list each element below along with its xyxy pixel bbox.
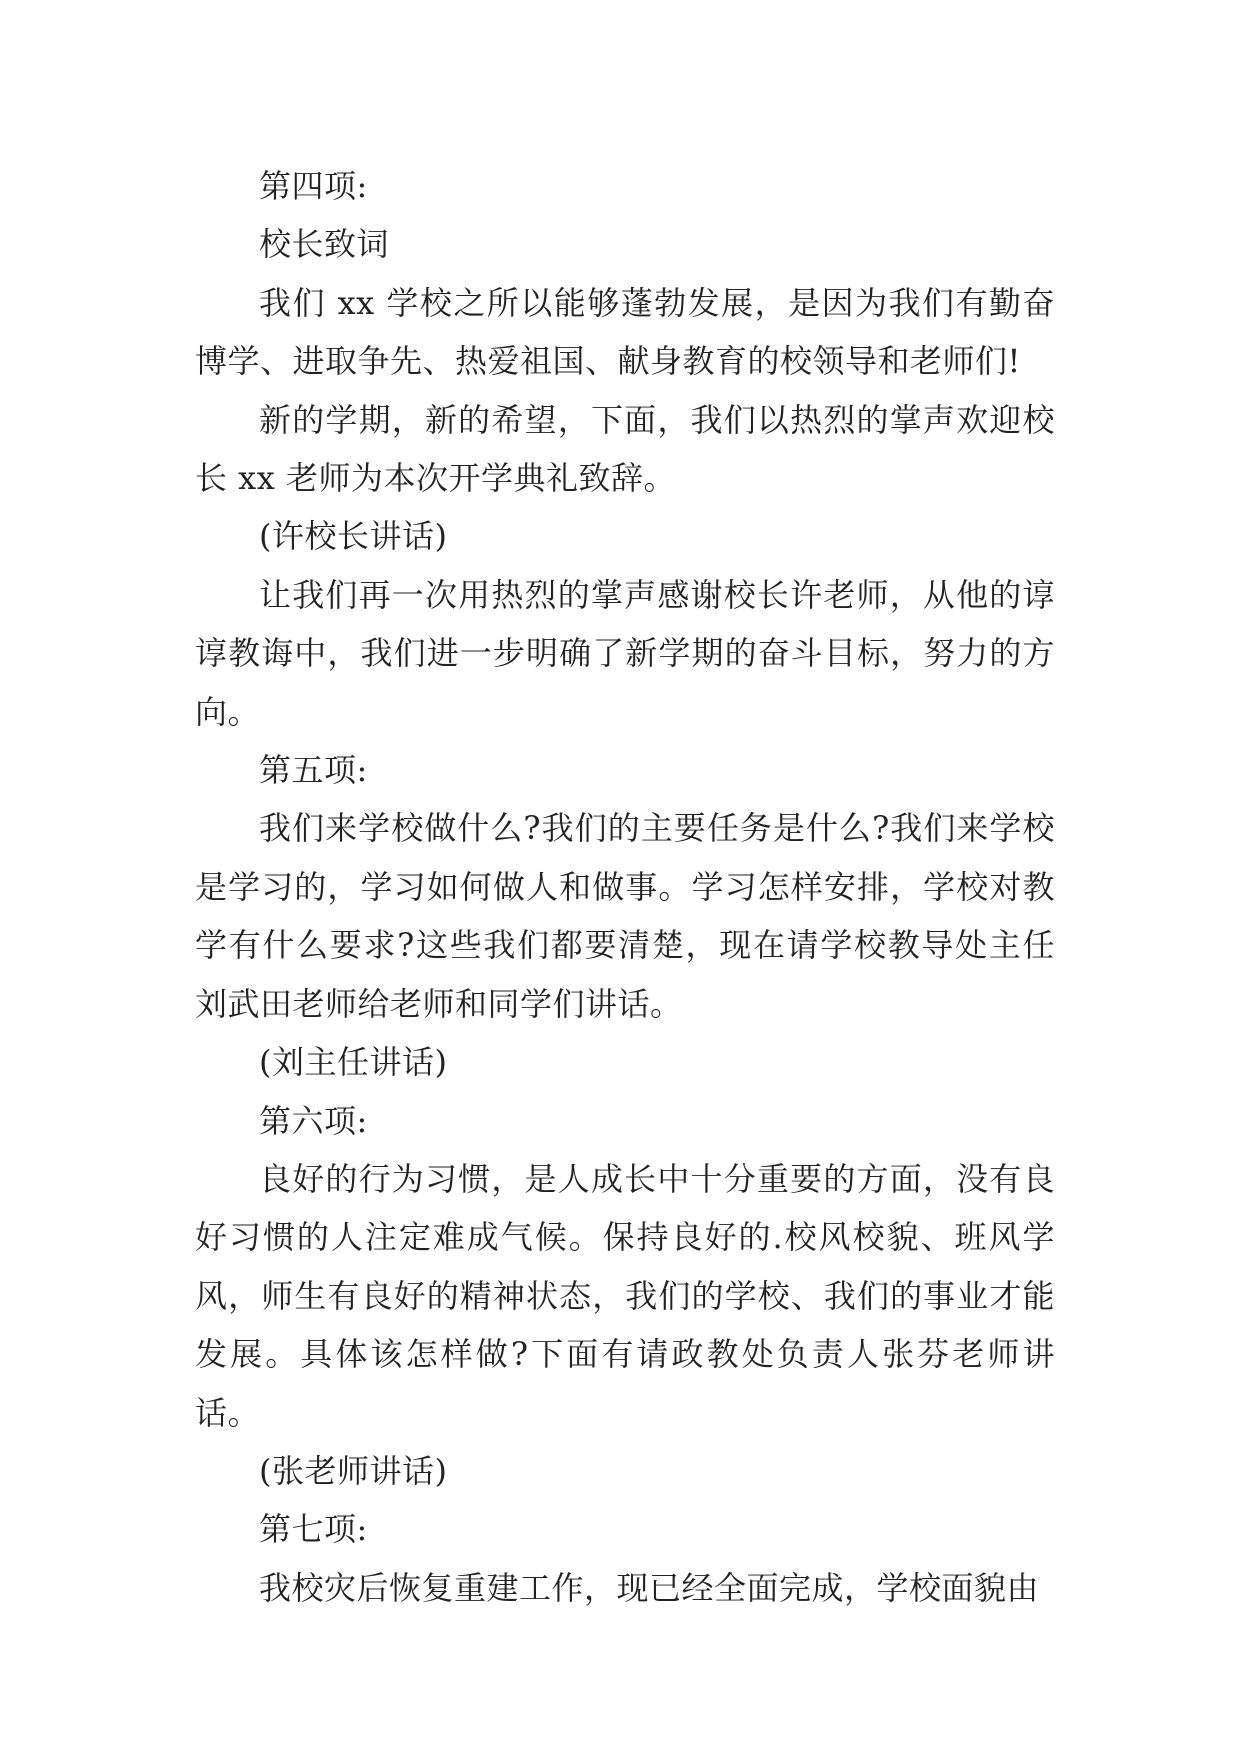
section-title-principal-speech: 校长致词 [259, 225, 390, 264]
paragraph: 良好的行为习惯，是人成长中十分重要的方面，没有良好习惯的人注定难成气候。保持良好的.校风校貌、班风学风，师生有良好的精神状态，我们的学校、我们的事业才能发展。具体该怎样做?下面有请政教处负责人张芬老师讲话。 [195, 1159, 1055, 1432]
paragraph: 我们 xx 学校之所以能够蓬勃发展，是因为我们有勤奋博学、进取争先、热爱祖国、献身教育的校领导和老师们! [195, 283, 1055, 381]
paragraph: 我校灾后恢复重建工作，现已经全面完成，学校面貌由 [259, 1568, 1040, 1607]
document-body [195, 157, 1055, 1617]
paragraph: 我们来学校做什么?我们的主要任务是什么?我们来学校是学习的，学习如何做人和做事。学习怎样安排，学校对教学有什么要求?这些我们都要清楚，现在请学校教导处主任刘武田老师给老师和同学们讲话。 [195, 809, 1055, 1023]
stage-note: (许校长讲话) [259, 517, 448, 556]
section-heading-4: 第四项: [259, 167, 368, 205]
section-heading-7: 第七项: [259, 1510, 368, 1549]
paragraph: 让我们再一次用热烈的掌声感谢校长许老师，从他的谆谆教诲中，我们进一步明确了新学期的奋斗目标，努力的方向。 [195, 575, 1055, 731]
section-heading-6: 第六项: [259, 1101, 368, 1140]
paragraph: 新的学期，新的希望，下面，我们以热烈的掌声欢迎校长 xx 老师为本次开学典礼致辞。 [195, 400, 1055, 498]
section-heading-5: 第五项: [259, 751, 368, 790]
stage-note: (刘主任讲话) [259, 1043, 448, 1082]
stage-note: (张老师讲话) [259, 1451, 448, 1490]
